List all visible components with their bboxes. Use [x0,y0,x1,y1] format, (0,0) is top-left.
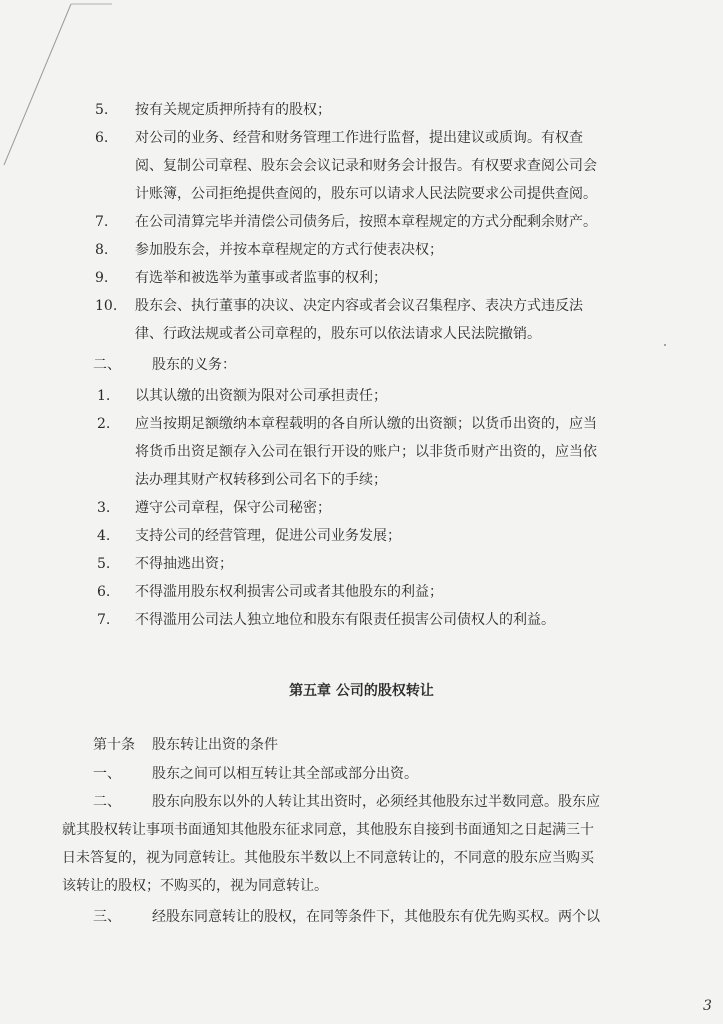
list-item-text: 对公司的业务、经营和财务管理工作进行监督，提出建议或质询。有权查 [135,130,583,146]
clause-text: 股东之间可以相互转让其全部或部分出资。 [152,766,418,782]
list-item-number: 5. [95,102,109,118]
list-item-number: 5. [97,556,111,572]
list-item-text: 有选举和被选举为董事或者监事的权利； [135,270,387,286]
list-item-text: 不得抽逃出资； [135,556,233,572]
section-heading: 股东的义务： [152,357,236,373]
list-item-text: 参加股东会，并按本章程规定的方式行使表决权； [135,242,443,258]
list-item-text: 支持公司的经营管理，促进公司业务发展； [135,528,401,544]
list-item-number: 1. [97,388,111,404]
list-item-text: 应当按期足额缴纳本章程载明的各自所认缴的出资额；以货币出资的，应当 [135,416,597,432]
list-item-text: 不得滥用股东权利损害公司或者其他股东的利益； [135,584,443,600]
clause-text: 日未答复的，视为同意转让。其他股东半数以上不同意转让的，不同意的股东应当购买 [62,850,594,866]
list-item-number: 7. [95,214,109,230]
list-item-number: 9. [95,270,109,286]
list-item-number: 7. [97,612,111,628]
clause-number: 一、 [93,766,121,782]
list-item-text: 计账簿，公司拒绝提供查阅的，股东可以请求人民法院要求公司提供查阅。 [135,186,597,202]
clause-text: 经股东同意转让的股权，在同等条件下，其他股东有优先购买权。两个以 [152,909,600,925]
list-item-number: 4. [97,528,111,544]
chapter-title: 第五章 公司的股权转让 [289,683,434,699]
clause-number: 三、 [93,909,121,925]
list-item-text: 以其认缴的出资额为限对公司承担责任； [135,388,387,404]
list-item-text: 遵守公司章程，保守公司秘密； [135,500,331,516]
list-item-text: 阅、复制公司章程、股东会会议记录和财务会计报告。有权要求查阅公司会 [135,158,597,174]
page-number: 3 [703,998,712,1014]
list-item-text: 律、行政法规或者公司章程的，股东可以依法请求人民法院撤销。 [135,326,541,342]
list-item-text: 按有关规定质押所持有的股权； [135,102,331,118]
clause-number: 二、 [93,794,121,810]
article-title: 股东转让出资的条件 [152,737,278,753]
list-item-number: 10. [95,298,118,314]
article-number: 第十条 [93,737,135,753]
list-item-number: 2. [97,416,111,432]
list-item-number: 6. [97,584,111,600]
list-item-text: 不得滥用公司法人独立地位和股东有限责任损害公司债权人的利益。 [135,612,555,628]
section-number: 二、 [93,357,121,373]
list-item-text: 将货币出资足额存入公司在银行开设的账户；以非货币财产出资的，应当依 [135,444,597,460]
clause-text: 该转让的股权；不购买的，视为同意转让。 [62,878,328,894]
list-item-number: 3. [97,500,111,516]
list-item-number: 6. [95,130,109,146]
list-item-text: 在公司清算完毕并清偿公司债务后，按照本章程规定的方式分配剩余财产。 [135,214,597,230]
list-item-number: 8. [95,242,109,258]
list-item-text: 法办理其财产权转移到公司名下的手续； [135,472,387,488]
list-item-text: 股东会、执行董事的决议、决定内容或者会议召集程序、表决方式违反法 [135,298,583,314]
clause-text: 股东向股东以外的人转让其出资时，必须经其他股东过半数同意。股东应 [152,794,600,810]
stray-mark [664,344,666,346]
clause-text: 就其股权转让事项书面通知其他股东征求同意，其他股东自接到书面通知之日起满三十 [62,822,594,838]
